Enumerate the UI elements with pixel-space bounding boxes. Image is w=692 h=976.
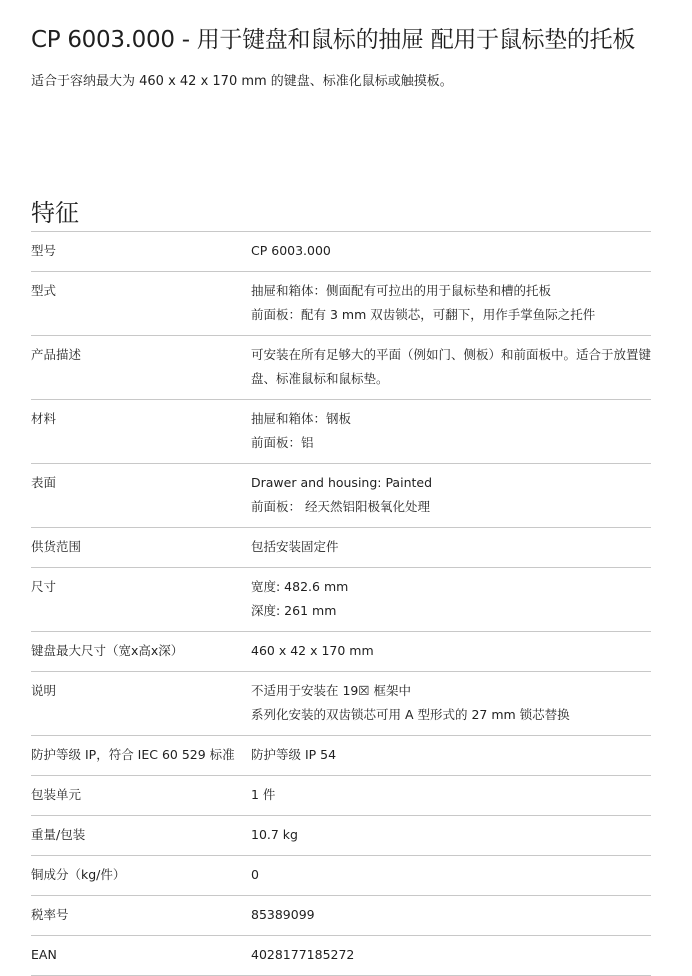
row-value-line: 0 bbox=[251, 867, 259, 882]
table-row bbox=[31, 568, 651, 632]
row-value-line: 可安装在所有足够大的平面（例如门、侧板）和前面板中。适合于放置键盘、标准鼠标和鼠标垫。 bbox=[251, 347, 652, 386]
row-value bbox=[251, 239, 651, 263]
row-value bbox=[251, 823, 651, 847]
row-value-line: 85389099 bbox=[251, 907, 315, 922]
row-value-line: 系列化安装的双齿锁芯可用 A 型形式的 27 mm 锁芯替换 bbox=[251, 707, 570, 722]
row-label: 尺寸 bbox=[31, 579, 57, 594]
row-value-line: 宽度: 482.6 mm bbox=[251, 579, 349, 594]
row-value-line: 深度: 261 mm bbox=[251, 603, 337, 618]
row-value bbox=[251, 783, 651, 807]
table-row bbox=[31, 464, 651, 528]
table-row bbox=[31, 856, 651, 896]
row-value bbox=[251, 679, 651, 727]
table-row bbox=[31, 272, 651, 336]
row-value bbox=[251, 471, 651, 519]
row-value-line: 防护等级 IP 54 bbox=[251, 747, 337, 762]
row-label: 型号 bbox=[31, 243, 57, 258]
row-value bbox=[251, 943, 651, 967]
table-row bbox=[31, 776, 651, 816]
row-value-line: 前面板：铝 bbox=[251, 435, 314, 450]
row-label: 重量/包装 bbox=[31, 827, 86, 842]
row-value-line: 前面板： 经天然铝阳极氧化处理 bbox=[251, 499, 430, 514]
row-value-line: 包括安装固定件 bbox=[251, 539, 339, 554]
row-label: 供货范围 bbox=[31, 539, 82, 554]
row-value-line: 前面板：配有 3 mm 双齿锁芯，可翻下，用作手掌鱼际之托件 bbox=[251, 307, 596, 322]
row-label: 材料 bbox=[31, 411, 57, 426]
features-table bbox=[31, 231, 651, 976]
row-value bbox=[251, 407, 651, 455]
row-value-line: 1 件 bbox=[251, 787, 276, 802]
product-description: 适合于容纳最大为 460 x 42 x 170 mm 的键盘、标准化鼠标或触摸板。 bbox=[31, 74, 453, 89]
row-value-line: 抽屉和箱体：钢板 bbox=[251, 411, 352, 426]
row-value bbox=[251, 279, 651, 327]
table-row bbox=[31, 672, 651, 736]
row-label: 防护等级 IP，符合 IEC 60 529 标准 bbox=[31, 747, 235, 762]
features-heading: 特征 bbox=[31, 198, 79, 227]
row-label: 键盘最大尺寸（宽x高x深） bbox=[31, 643, 184, 658]
table-row bbox=[31, 528, 651, 568]
row-label: 包装单元 bbox=[31, 787, 82, 802]
table-row bbox=[31, 896, 651, 936]
row-value bbox=[251, 903, 651, 927]
row-label: EAN bbox=[31, 947, 57, 962]
row-value-line: CP 6003.000 bbox=[251, 243, 331, 258]
row-value-line: 10.7 kg bbox=[251, 827, 298, 842]
row-value bbox=[251, 863, 651, 887]
row-value bbox=[251, 535, 651, 559]
row-label: 税率号 bbox=[31, 907, 69, 922]
row-label: 说明 bbox=[31, 683, 57, 698]
row-value-line: 不适用于安装在 19☒ 框架中 bbox=[251, 683, 412, 698]
row-value bbox=[251, 343, 651, 391]
row-label: 产品描述 bbox=[31, 347, 82, 362]
row-label: 表面 bbox=[31, 475, 57, 490]
row-value-line: 460 x 42 x 170 mm bbox=[251, 643, 374, 658]
row-value bbox=[251, 743, 651, 767]
page-title: CP 6003.000 - 用于键盘和鼠标的抽屉 配用于鼠标垫的托板 bbox=[31, 27, 636, 54]
row-value-line: 4028177185272 bbox=[251, 947, 355, 962]
table-row bbox=[31, 400, 651, 464]
row-value-line: 抽屉和箱体：侧面配有可拉出的用于鼠标垫和槽的托板 bbox=[251, 283, 552, 298]
row-value bbox=[251, 639, 651, 663]
table-row bbox=[31, 336, 651, 400]
row-value-line: Drawer and housing: Painted bbox=[251, 475, 433, 490]
table-row bbox=[31, 232, 651, 272]
row-value bbox=[251, 575, 651, 623]
table-row bbox=[31, 816, 651, 856]
table-row bbox=[31, 632, 651, 672]
table-row bbox=[31, 736, 651, 776]
row-label: 型式 bbox=[31, 283, 57, 298]
row-label: 铜成分（kg/件） bbox=[31, 867, 126, 882]
table-row bbox=[31, 936, 651, 976]
